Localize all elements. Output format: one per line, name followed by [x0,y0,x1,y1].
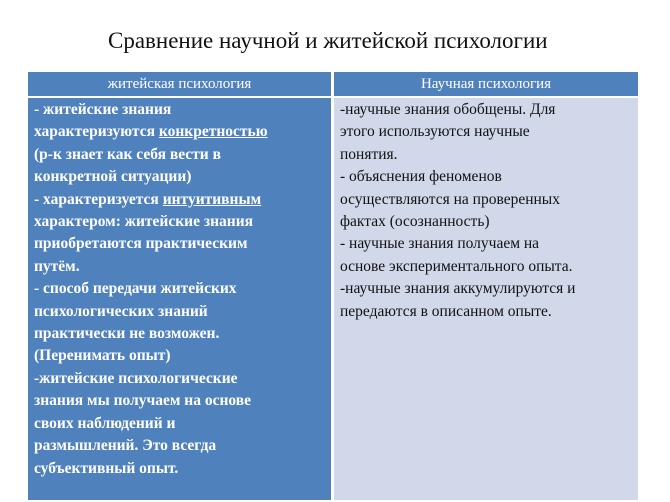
everyday-line: практически не возможен. [34,325,220,343]
underlined-term: интуитивным [162,190,262,208]
everyday-line: - характеризуется интуитивным [34,190,262,208]
comparison-table [28,72,638,500]
everyday-psychology-cell [28,98,331,500]
scientific-line: фактах (осознанность) [340,213,490,231]
everyday-line: размышлений. Это всегда [34,437,217,455]
everyday-line: характеризуются конкретностью [34,123,268,141]
everyday-line: -житейские психологические [34,369,238,387]
scientific-line: осуществляются на проверенных [340,190,560,208]
scientific-line: -научные знания аккумулируются и [340,280,576,298]
scientific-line: этого используются научные [340,123,530,141]
everyday-line: субъективный опыт. [34,459,179,477]
everyday-line: характером: житейские знания [34,213,254,231]
scientific-line: основе экспериментального опыта. [340,257,573,275]
scientific-psychology-cell [334,98,638,500]
header-everyday-psychology: житейская психология [28,72,331,96]
underlined-term: конкретностью [158,123,268,141]
slide-title: Сравнение научной и житейской психологии [108,28,548,53]
everyday-line: знания мы получаем на основе [34,392,252,410]
everyday-line: психологических знаний [34,302,208,320]
everyday-line: (р-к знает как себя вести в [34,145,221,163]
header-scientific-psychology: Научная психология [334,72,638,96]
everyday-line: - житейские знания [34,101,172,118]
everyday-line: - способ передачи житейских [34,280,237,298]
everyday-line: конкретной ситуации) [34,168,192,186]
scientific-line: - научные знания получаем на [340,235,540,253]
everyday-line: своих наблюдений и [34,414,176,432]
everyday-line: путём. [34,257,80,275]
everyday-line: приобретаются практическим [34,235,248,253]
scientific-line: - объяснения феноменов [340,168,502,186]
everyday-line: (Перенимать опыт) [34,347,171,365]
scientific-line: -научные знания обобщены. Для [340,101,556,118]
scientific-line: передаются в описанном опыте. [340,302,552,320]
scientific-line: понятия. [340,145,398,163]
